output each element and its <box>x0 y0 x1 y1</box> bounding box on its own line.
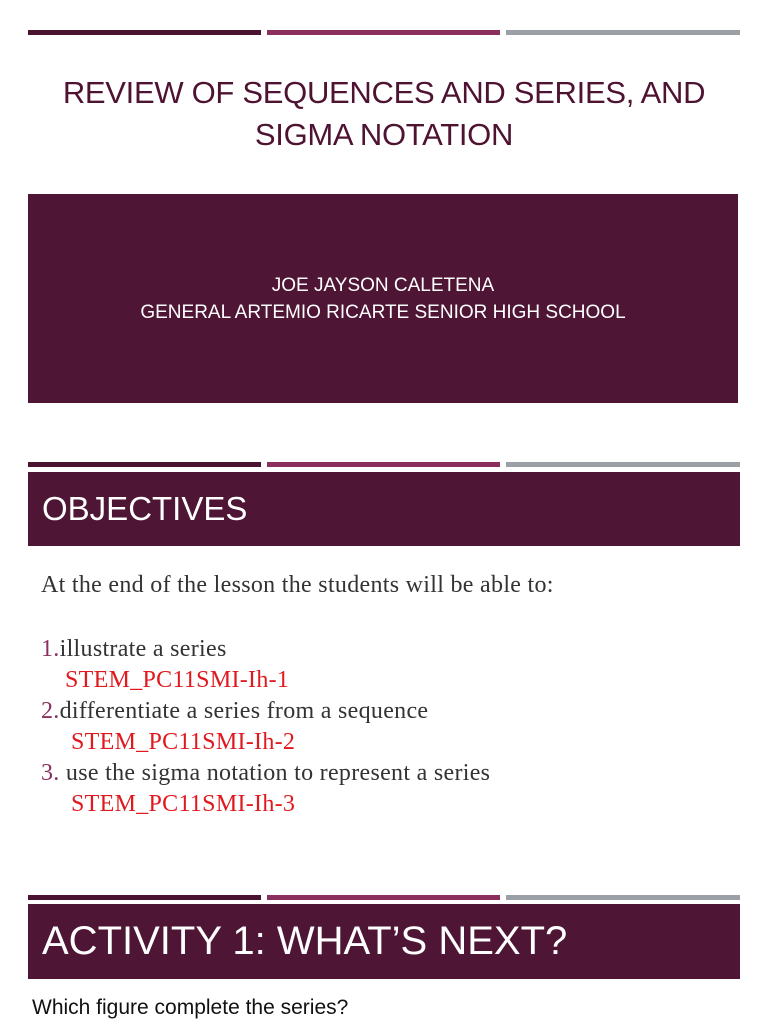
slide3-rule-mid <box>267 895 500 900</box>
school-name: GENERAL ARTEMIO RICARTE SENIOR HIGH SCHOOL <box>140 301 626 323</box>
author-name: JOE JAYSON CALETENA <box>271 274 495 296</box>
objective-number: 3. <box>41 760 60 786</box>
objective-code-1: STEM_PC11SMI-Ih-1 <box>65 667 290 693</box>
slide3-rule-gray <box>506 895 740 900</box>
objective-item-1 <box>41 634 490 665</box>
slide1-rule-gray <box>506 30 740 35</box>
objective-text: use the sigma notation to represent a series <box>59 760 491 786</box>
objective-text: differentiate a series from a sequence <box>59 698 429 724</box>
slide1-author-box <box>28 194 738 403</box>
objective-number: 1. <box>41 636 60 662</box>
objectives-heading: OBJECTIVES <box>28 472 740 546</box>
slide2-rule-dark <box>28 462 261 467</box>
objectives-list <box>41 634 490 820</box>
slide1-rule-mid <box>267 30 500 35</box>
slide1-title-line2: SIGMA NOTATION <box>254 117 514 152</box>
slide1-rule-dark <box>28 30 261 35</box>
objective-number: 2. <box>41 698 60 724</box>
activity-question: Which figure complete the series? <box>32 996 349 1019</box>
objective-item-3 <box>41 758 490 789</box>
objective-text: illustrate a series <box>59 636 227 662</box>
objectives-intro: At the end of the lesson the students will be able to: <box>41 572 554 598</box>
slide1-title <box>40 72 728 156</box>
objective-code-2: STEM_PC11SMI-Ih-2 <box>71 729 296 755</box>
objective-code-3: STEM_PC11SMI-Ih-3 <box>71 791 296 817</box>
slide2-rule-gray <box>506 462 740 467</box>
objective-item-2 <box>41 696 490 727</box>
slide3-rule-dark <box>28 895 261 900</box>
activity-heading: ACTIVITY 1: WHAT’S NEXT? <box>28 904 740 979</box>
slide2-rule-mid <box>267 462 500 467</box>
slide1-title-line1: REVIEW OF SEQUENCES AND SERIES, AND <box>62 75 706 110</box>
